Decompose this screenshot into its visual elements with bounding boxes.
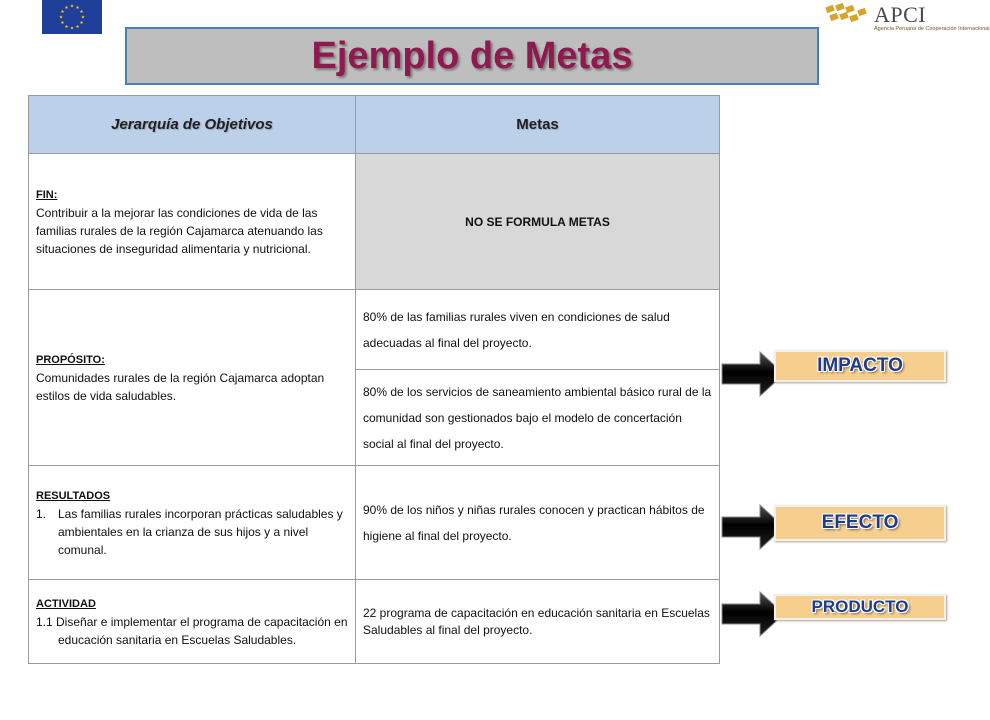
goals-table xyxy=(28,95,720,664)
apci-mark-icon xyxy=(826,4,870,26)
eu-flag-logo xyxy=(42,0,102,34)
resultados-meta-cell: 90% de los niños y niñas rurales conocen y practican hábitos de higiene al final del proyecto. xyxy=(356,466,720,580)
table-header-row xyxy=(29,96,720,154)
table-row-actividad xyxy=(29,580,720,664)
header-goals: Metas xyxy=(356,96,720,154)
actividad-label: ACTIVIDAD xyxy=(36,597,96,610)
fin-label: FIN: xyxy=(36,188,58,201)
fin-objective-cell xyxy=(29,154,356,290)
table-row-resultados xyxy=(29,466,720,580)
header-objectives xyxy=(29,96,356,154)
resultados-item-number: 1. xyxy=(36,506,47,521)
apci-logo xyxy=(826,2,990,38)
apci-name: APCI xyxy=(874,2,927,27)
resultados-item xyxy=(36,505,348,559)
proposito-meta-1-cell: 80% de las familias rurales viven en condiciones de salud adecuadas al final del proyecto. xyxy=(356,290,720,370)
resultados-label: RESULTADOS xyxy=(36,489,111,502)
page-title: Ejemplo de Metas xyxy=(311,34,633,77)
resultados-item-text: Las familias rurales incorporan prácticas saludables y ambientales en la crianza de sus hijos y a nivel comunal. xyxy=(58,506,343,557)
actividad-meta-cell: 22 programa de capacitación en educación sanitaria en Escuelas Saludables al final del proyecto. xyxy=(356,580,720,664)
actividad-objective-cell xyxy=(29,580,356,664)
table-row-fin xyxy=(29,154,720,290)
header-objectives-label: Jerarquía de Objetivos xyxy=(111,116,273,133)
proposito-objective-cell xyxy=(29,290,356,466)
resultados-objective-cell xyxy=(29,466,356,580)
title-banner xyxy=(125,27,819,85)
proposito-label: PROPÓSITO: xyxy=(36,353,105,366)
impacto-tag: IMPACTO xyxy=(774,350,946,382)
proposito-meta-2-cell: 80% de los servicios de saneamiento ambiental básico rural de la comunidad son gestionados bajo el modelo de concertación social al final del proyecto. xyxy=(356,370,720,466)
fin-text: Contribuir a la mejorar las condiciones de vida de las familias rurales de la región Cajamarca atenuando las situaciones de inseguridad alimentaria y nutricional. xyxy=(36,205,323,256)
eu-flag-icon xyxy=(42,0,102,34)
proposito-text: Comunidades rurales de la región Cajamarca adoptan estilos de vida saludables. xyxy=(36,370,325,403)
apci-subtitle: Agencia Peruana de Cooperación Internacional xyxy=(874,26,990,32)
efecto-tag: EFECTO xyxy=(774,505,946,541)
actividad-item-text: 1.1 Diseñar e implementar el programa de capacitación en educación sanitaria en Escuelas Saludables. xyxy=(36,614,348,647)
fin-meta-cell: NO SE FORMULA METAS xyxy=(356,154,720,290)
table-row-proposito xyxy=(29,290,720,370)
producto-tag: PRODUCTO xyxy=(774,594,946,620)
